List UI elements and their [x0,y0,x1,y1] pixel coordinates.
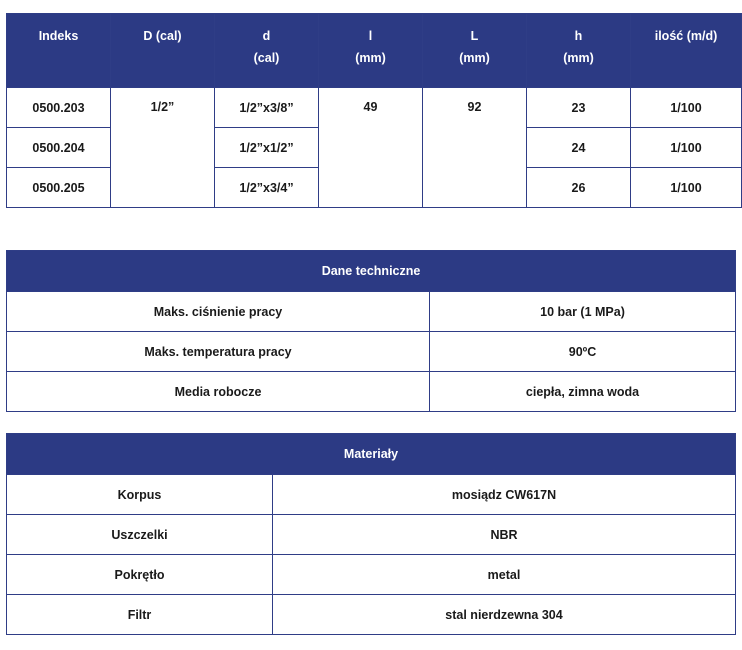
header-line1: d [262,29,271,43]
header-d [215,14,319,88]
material-label: Filtr [7,595,273,635]
cell-d: 1/2”x3/8” [215,88,319,128]
header-l [319,14,423,88]
materials-header-row [7,434,736,475]
tech-label: Maks. ciśnienie pracy [7,292,430,332]
materials-title: Materiały [7,434,736,475]
header-line1: L [470,29,479,43]
tech-label: Maks. temperatura pracy [7,332,430,372]
spec-table [6,13,742,208]
cell-index: 0500.205 [7,168,111,208]
header-line1: l [368,29,373,43]
tech-title: Dane techniczne [7,251,736,292]
tech-value: ciepła, zimna woda [430,372,736,412]
material-label: Korpus [7,475,273,515]
material-label: Uszczelki [7,515,273,555]
header-L [423,14,527,88]
table-row [7,372,736,412]
tech-header-row [7,251,736,292]
material-value: stal nierdzewna 304 [273,595,736,635]
cell-h: 26 [527,168,631,208]
table-row [7,515,736,555]
header-line2: (mm) [563,51,594,65]
tech-value: 10 bar (1 MPa) [430,292,736,332]
header-line2: (mm) [355,51,386,65]
header-line2: (mm) [459,51,490,65]
cell-D-shared: 1/2” [111,88,215,208]
header-line1: Indeks [38,29,79,43]
header-line1: ilość (m/d) [654,29,718,43]
table-row [7,332,736,372]
material-value: metal [273,555,736,595]
tech-data-table [6,250,736,412]
tech-label: Media robocze [7,372,430,412]
table-row [7,475,736,515]
cell-l-shared: 49 [319,88,423,208]
header-D [111,14,215,88]
table-row [7,555,736,595]
spec-header-row [7,14,742,88]
table-row [7,292,736,332]
cell-index: 0500.204 [7,128,111,168]
material-value: NBR [273,515,736,555]
header-qty [631,14,742,88]
cell-d: 1/2”x1/2” [215,128,319,168]
cell-qty: 1/100 [631,168,742,208]
table-row [7,595,736,635]
header-indeks [7,14,111,88]
cell-h: 23 [527,88,631,128]
material-label: Pokrętło [7,555,273,595]
header-h [527,14,631,88]
material-value: mosiądz CW617N [273,475,736,515]
cell-d: 1/2”x3/4” [215,168,319,208]
header-line2: (cal) [253,51,280,65]
materials-table [6,433,736,635]
cell-L-shared: 92 [423,88,527,208]
table-row [7,88,742,128]
header-line1: D (cal) [143,29,182,43]
cell-qty: 1/100 [631,128,742,168]
header-line1: h [574,29,583,43]
tech-value: 90ºC [430,332,736,372]
cell-h: 24 [527,128,631,168]
cell-index: 0500.203 [7,88,111,128]
cell-qty: 1/100 [631,88,742,128]
